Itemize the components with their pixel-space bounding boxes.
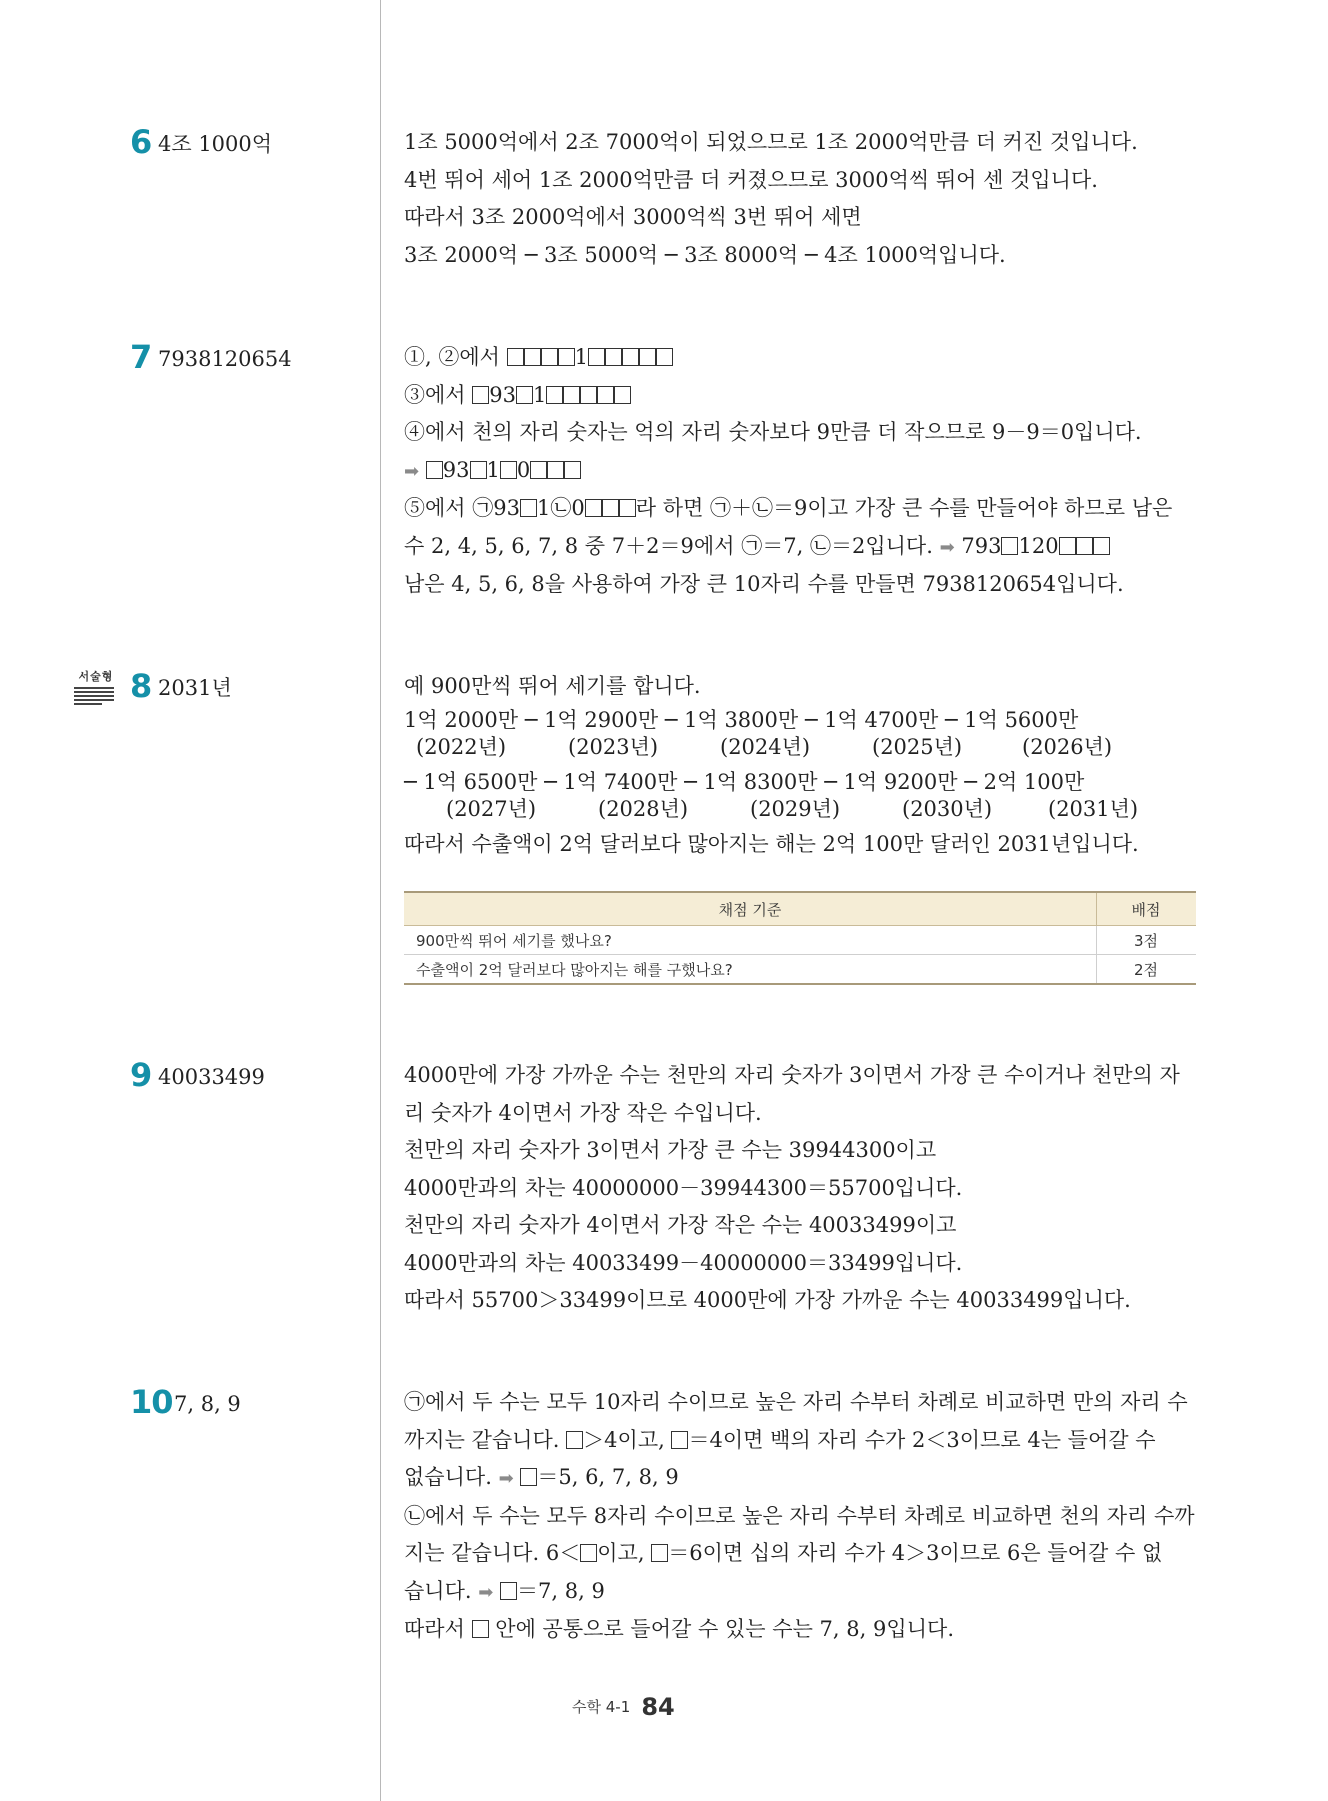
blank-box — [619, 499, 636, 517]
problem-answer: 40033499 — [158, 1065, 265, 1089]
blank-box — [520, 1468, 537, 1486]
problem-number: 10 — [130, 1383, 173, 1421]
sequence-value: 2억 100만 — [983, 769, 1085, 794]
essay-badge-label: 서술형 — [78, 670, 114, 683]
problem-number: 9 — [130, 1056, 152, 1094]
sequence-value: 1억 5600만 — [964, 707, 1079, 732]
footer-subject: 수학 4-1 — [572, 1698, 631, 1716]
blank-box — [614, 386, 631, 404]
blank-box — [656, 348, 673, 366]
grading-points: 2점 — [1097, 955, 1197, 985]
column-divider — [380, 0, 381, 1801]
blank-box — [1059, 537, 1076, 555]
year-label: (2024년) — [720, 734, 811, 759]
blank-box — [639, 348, 656, 366]
sequence-value: 1억 9200만 — [843, 769, 958, 794]
grading-criteria: 900만씩 뛰어 세기를 했나요? — [404, 926, 1097, 955]
blank-box — [472, 1620, 489, 1638]
solution-line: 따라서 55700＞33499이므로 4000만에 가장 가까운 수는 40033499입니다. — [404, 1288, 1131, 1312]
blank-box — [547, 461, 564, 479]
blank-box — [651, 1544, 668, 1562]
solution-line: 없습니다. ➡ ＝5, 6, 7, 8, 9 — [404, 1465, 679, 1489]
arrow-right-icon: ➡ — [498, 1468, 514, 1489]
blank-box — [507, 348, 524, 366]
solution-line: ⑤에서 ㉠93 1㉡0 라 하면 ㉠＋㉡＝9이고 가장 큰 수를 만들어야 하므로 남은 — [404, 496, 1173, 520]
solution-line: 따라서 3조 2000억에서 3000억씩 3번 뛰어 세면 — [404, 205, 862, 229]
blank-box — [470, 461, 487, 479]
solution-line: ④에서 천의 자리 숫자는 억의 자리 숫자보다 9만큼 더 작으므로 9－9＝0입니다. — [404, 420, 1142, 444]
blank-box — [500, 461, 517, 479]
table-row — [404, 926, 1196, 955]
year-label: (2028년) — [598, 796, 689, 821]
blank-box — [564, 461, 581, 479]
sequence-value: 1억 7400만 — [563, 769, 678, 794]
solution-line: 4번 뛰어 세어 1조 2000억만큼 더 커졌으므로 3000억씩 뛰어 센 것입니다. — [404, 167, 1098, 192]
solution-conclusion: 따라서 수출액이 2억 달러보다 많아지는 해는 2억 100만 달러인 2031년입니다. — [404, 831, 1139, 856]
solution-body — [404, 124, 1194, 274]
year-label: (2027년) — [446, 796, 537, 821]
solution-line: 수 2, 4, 5, 6, 7, 8 중 7＋2＝9에서 ㉠＝7, ㉡＝2입니다. ➡ 793 120 — [404, 528, 1194, 567]
problem-answer: 7938120654 — [158, 347, 292, 371]
blank-box — [472, 386, 489, 404]
blank-box — [622, 348, 639, 366]
solution-line: 3조 2000억 ─ 3조 5000억 ─ 3조 8000억 ─ 4조 1000억입니다. — [404, 242, 1006, 267]
solution-body — [404, 339, 1194, 604]
problem-number: 6 — [130, 123, 152, 161]
year-row-2 — [404, 796, 1194, 826]
sequence-value: 1억 2900만 — [544, 707, 659, 732]
sequence-row-2: ─ 1억 6500만 ─ 1억 7400만 ─ 1억 8300만 ─ 1억 9200만 ─ 2억 100만 — [404, 769, 1085, 794]
sequence-value: 1억 4700만 — [824, 707, 939, 732]
blank-box — [524, 348, 541, 366]
year-label: (2026년) — [1022, 734, 1113, 759]
page-number: 84 — [641, 1693, 675, 1721]
sequence-value: 1억 3800만 — [684, 707, 799, 732]
blank-box — [516, 386, 533, 404]
year-row-1 — [404, 734, 1194, 764]
year-label: (2031년) — [1048, 796, 1139, 821]
blank-box — [558, 348, 575, 366]
problem-number: 7 — [130, 338, 152, 376]
grading-header-points: 배점 — [1097, 892, 1197, 926]
problem-answer: 2031년 — [158, 676, 232, 700]
blank-box — [520, 499, 537, 517]
grading-points: 3점 — [1097, 926, 1197, 955]
solution-body — [404, 1384, 1194, 1649]
solution-line: ①, ②에서 1 — [404, 339, 1194, 377]
blank-box — [546, 386, 563, 404]
solution-line: 천만의 자리 숫자가 4이면서 가장 작은 수는 40033499이고 — [404, 1213, 957, 1237]
blank-box — [1001, 537, 1018, 555]
sequence-value: 1억 8300만 — [703, 769, 818, 794]
essay-badge — [74, 668, 118, 707]
sequence-value: 1억 2000만 — [404, 707, 519, 732]
solution-line: 까지는 같습니다. ＞4이고, ＝4이면 백의 자리 수가 2＜3이므로 4는 들어갈 수 — [404, 1427, 1156, 1452]
blank-box — [1076, 537, 1093, 555]
year-label: (2023년) — [568, 734, 659, 759]
solution-line: ㉡에서 두 수는 모두 8자리 수이므로 높은 자리 수부터 차례로 비교하면 천의 자리 수까 — [404, 1503, 1195, 1528]
solution-line: 남은 4, 5, 6, 8을 사용하여 가장 큰 10자리 수를 만들면 7938120654입니다. — [404, 572, 1124, 596]
blank-box — [605, 348, 622, 366]
blank-box — [597, 386, 614, 404]
solution-line: ➡ 93 1 0 — [404, 452, 1194, 491]
solution-line: 리 숫자가 4이면서 가장 작은 수입니다. — [404, 1100, 762, 1125]
arrow-right-icon: ➡ — [404, 460, 420, 482]
solution-line: 따라서 안에 공통으로 들어갈 수 있는 수는 7, 8, 9입니다. — [404, 1617, 954, 1641]
grading-header-row — [404, 892, 1196, 926]
solution-line: 4000만과의 차는 40000000－39944300＝55700입니다. — [404, 1175, 963, 1200]
solution-line: 1조 5000억에서 2조 7000억이 되었으므로 1조 2000억만큼 더 커진 것입니다. — [404, 130, 1138, 154]
arrow-right-icon: ➡ — [939, 536, 955, 558]
table-row — [404, 955, 1196, 985]
lines-icon — [74, 687, 118, 705]
blank-box — [530, 461, 547, 479]
solution-line: 4000만에 가장 가까운 수는 천만의 자리 숫자가 3이면서 가장 큰 수이거나 천만의 자 — [404, 1063, 1180, 1087]
solution-line: 4000만과의 차는 40033499－40000000＝33499입니다. — [404, 1250, 963, 1275]
blank-box — [671, 1431, 688, 1449]
blank-box — [1093, 537, 1110, 555]
grading-header-criteria: 채점 기준 — [404, 892, 1097, 926]
blank-box — [580, 1544, 597, 1562]
solution-intro: 예 900만씩 뛰어 세기를 합니다. — [404, 674, 701, 698]
arrow-right-icon: ➡ — [478, 1581, 494, 1603]
solution-line: ③에서 93 1 — [404, 377, 1194, 415]
grading-table — [404, 891, 1196, 985]
grading-criteria: 수출액이 2억 달러보다 많아지는 해를 구했나요? — [404, 955, 1097, 985]
problem-answer: 7, 8, 9 — [174, 1392, 241, 1416]
page-footer — [572, 1693, 675, 1721]
problem-number: 8 — [130, 667, 152, 705]
year-label: (2029년) — [750, 796, 841, 821]
solution-body — [404, 668, 1194, 863]
sequence-value: 1억 6500만 — [423, 769, 538, 794]
solution-line: 지는 같습니다. 6＜ 이고, ＝6이면 십의 자리 수가 4＞3이므로 6은 들어갈 수 없 — [404, 1541, 1163, 1565]
sequence-row-1: 1억 2000만 ─ 1억 2900만 ─ 1억 3800만 ─ 1억 4700만 ─ 1억 5600만 — [404, 707, 1079, 732]
blank-box — [588, 348, 605, 366]
blank-box — [585, 499, 602, 517]
blank-box — [602, 499, 619, 517]
blank-box — [426, 461, 443, 479]
solution-body — [404, 1057, 1194, 1320]
solution-line: 습니다. ➡ ＝7, 8, 9 — [404, 1578, 605, 1603]
solution-line: ㉠에서 두 수는 모두 10자리 수이므로 높은 자리 수부터 차례로 비교하면 만의 자리 수 — [404, 1390, 1188, 1414]
blank-box — [500, 1582, 517, 1600]
blank-box — [566, 1431, 583, 1449]
year-label: (2022년) — [416, 734, 507, 759]
solution-line: 천만의 자리 숫자가 3이면서 가장 큰 수는 39944300이고 — [404, 1138, 937, 1162]
blank-box — [580, 386, 597, 404]
blank-box — [541, 348, 558, 366]
year-label: (2025년) — [872, 734, 963, 759]
year-label: (2030년) — [902, 796, 993, 821]
problem-answer: 4조 1000억 — [158, 132, 273, 156]
blank-box — [563, 386, 580, 404]
